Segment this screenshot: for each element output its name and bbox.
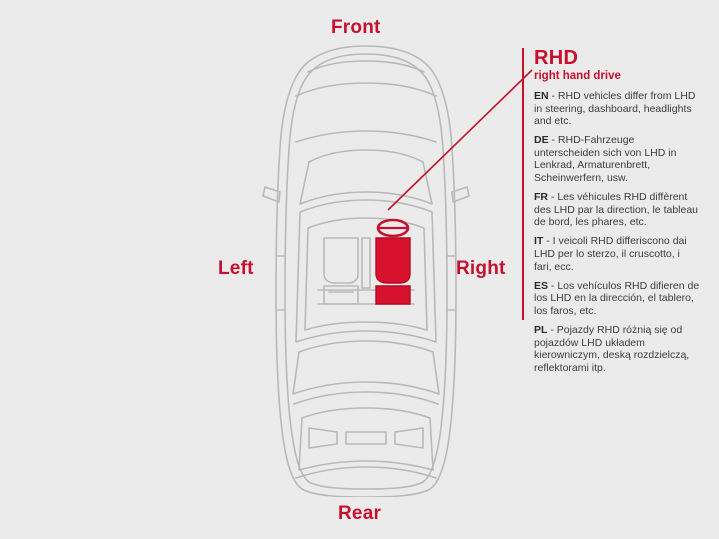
direction-label-rear: Rear bbox=[338, 503, 382, 524]
language-text: - Les véhicules RHD diffèrent des LHD par la direction, le tableau de bord, les phares, etc. bbox=[534, 191, 699, 229]
language-text: - Los vehículos RHD difieren de los LHD en la dirección, el tablero, los faros, etc. bbox=[534, 279, 700, 317]
language-block bbox=[534, 235, 700, 273]
language-block bbox=[534, 90, 700, 128]
language-descriptions bbox=[534, 90, 700, 374]
language-text: - I veicoli RHD differiscono dai LHD per lo sterzo, il cruscotto, i fari, ecc. bbox=[534, 235, 687, 273]
language-code: DE bbox=[534, 134, 549, 147]
language-block bbox=[534, 324, 700, 374]
direction-label-right: Right bbox=[456, 258, 506, 279]
language-text: - RHD-Fahrzeuge unterscheiden sich von LHD in Lenkrad, Armaturenbrett, Scheinwerfern, usw. bbox=[534, 134, 677, 185]
info-subtitle: right hand drive bbox=[534, 70, 621, 82]
info-title: RHD bbox=[534, 47, 579, 69]
rhd-info-panel bbox=[522, 47, 700, 374]
language-code: EN bbox=[534, 90, 549, 102]
language-block bbox=[534, 191, 700, 229]
language-block bbox=[534, 280, 700, 318]
direction-label-left: Left bbox=[218, 258, 254, 279]
steering-wheel-highlight bbox=[376, 220, 410, 304]
direction-label-front: Front bbox=[331, 17, 381, 38]
language-text: - Pojazdy RHD różnią się od pojazdów LHD układem kierowniczym, deską rozdzielczą, reflektorami itp. bbox=[534, 324, 690, 374]
language-text: - RHD vehicles differ from LHD in steering, dashboard, headlights and etc. bbox=[534, 90, 696, 128]
language-code: ES bbox=[534, 279, 549, 292]
language-code: IT bbox=[534, 235, 544, 248]
language-code: FR bbox=[534, 191, 548, 204]
car-top-view-illustration bbox=[236, 42, 496, 497]
language-block bbox=[534, 134, 700, 184]
language-code: PL bbox=[534, 324, 548, 336]
